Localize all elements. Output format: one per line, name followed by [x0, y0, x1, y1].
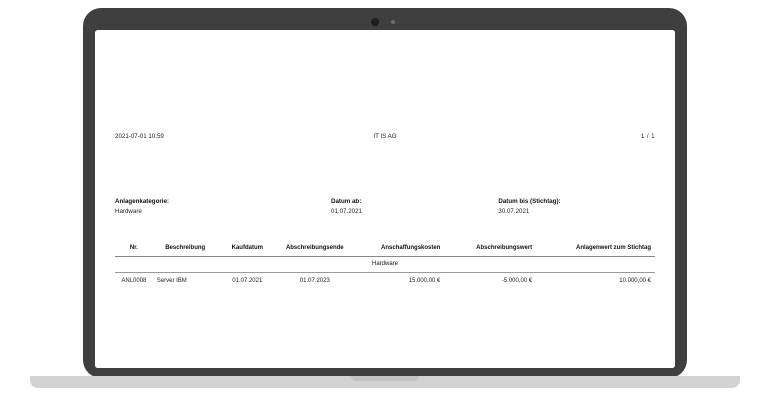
- column-header-abschreibungsende: Abschreibungsende: [277, 242, 353, 257]
- cell-anschaffungskosten: 15.000,00 €: [408, 278, 441, 284]
- laptop-base: [30, 376, 740, 388]
- cell-abschreibungswert: -5.000,00 €: [501, 278, 533, 284]
- cell-beschreibung: Server IBM: [156, 278, 187, 284]
- filter-date-from: [331, 198, 498, 215]
- laptop-screen: [95, 30, 675, 368]
- table-body: [115, 257, 655, 289]
- page-indicator: 1 / 1: [640, 132, 655, 140]
- table-group-row: [115, 257, 655, 273]
- cell-nr: ANL0008: [121, 278, 147, 284]
- column-header-anschaffungskosten: Anschaffungskosten: [353, 242, 445, 257]
- filter-date-to-value: 30.07.2021: [498, 208, 530, 215]
- column-header-beschreibung: Beschreibung: [153, 242, 218, 257]
- cell-anlagenwert: 10.000,00 €: [619, 278, 651, 284]
- company-name: IT IS AG: [373, 132, 397, 140]
- filter-date-from-label: Datum ab:: [331, 198, 362, 205]
- filter-date-from-value: 01.07.2021: [331, 208, 362, 215]
- report-document: [95, 30, 675, 368]
- sensor-icon: [391, 20, 395, 24]
- column-header-nr: Nr.: [115, 242, 153, 257]
- camera-icon: [371, 18, 379, 26]
- cell-kaufdatum: 01.07.2021: [232, 278, 263, 284]
- cell-abschreibungsende: 01.07.2023: [299, 278, 330, 284]
- table-header-row: [115, 242, 655, 257]
- table-row: [115, 273, 655, 289]
- filter-category-value: Hardware: [115, 208, 142, 215]
- column-header-abschreibungswert: Abschreibungswert: [444, 242, 536, 257]
- filter-category-label: Anlagenkategorie:: [115, 198, 169, 205]
- report-filters: [95, 198, 675, 215]
- document-header: [95, 130, 675, 142]
- filter-category: [115, 198, 331, 215]
- filter-date-to-label: Datum bis (Stichtag):: [498, 198, 561, 205]
- filter-date-to: [498, 198, 655, 215]
- report-timestamp: 2021-07-01 10:59: [115, 132, 164, 140]
- table-group-label: Hardware: [115, 257, 655, 273]
- column-header-anlagenwert: Anlagenwert zum Stichtag: [536, 242, 655, 257]
- table-header: [115, 242, 655, 257]
- assets-table: [115, 242, 655, 288]
- column-header-kaufdatum: Kaufdatum: [218, 242, 277, 257]
- laptop-frame: [83, 8, 687, 378]
- laptop-base-notch: [351, 376, 419, 381]
